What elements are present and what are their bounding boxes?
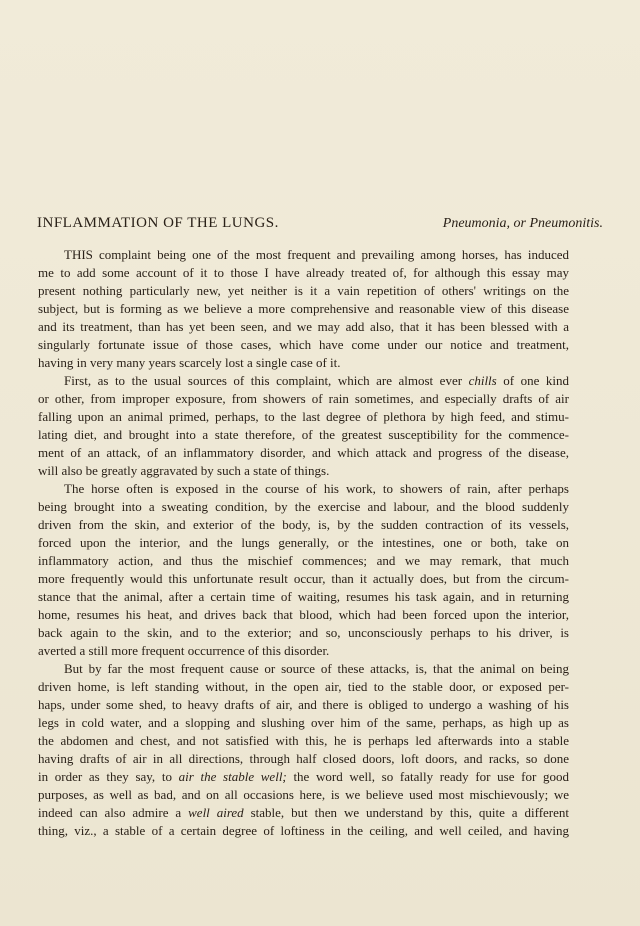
text-line: being brought into a sweating condition, by the exercise and labour, and the blood suddenly <box>38 499 569 514</box>
text-line: inflammatory action, and thus the mischief commences; and we may remark, that much <box>38 553 569 568</box>
text-line: singularly fortunate issue of those cases, which have come under our notice and treatment, <box>38 337 569 352</box>
text-line: driven home, is left standing without, in the open air, tied to the stable door, or exposed per- <box>38 679 569 694</box>
text-line: driven from the skin, and exterior of the body, is, by the sudden contraction of its vessels, <box>38 517 569 532</box>
italic-phrase: air the stable well; <box>178 769 287 784</box>
running-header <box>37 215 603 235</box>
text-line: back again to the skin, and to the exterior; and so, unconsciously perhaps to his driver, is <box>38 625 569 640</box>
italic-phrase: well aired <box>188 805 244 820</box>
text-line: and its treatment, than has yet been seen, and we may add also, that it has been blessed with a <box>38 319 569 334</box>
italic-phrase: chills <box>468 373 497 388</box>
paragraph <box>38 372 569 480</box>
text-line: ment of an attack, of an inflammatory disorder, and which attack and progress of the disease, <box>38 445 569 460</box>
text-line: The horse often is exposed in the course of his work, to showers of rain, after perhaps <box>64 481 569 496</box>
text-line: legs in cold water, and a slopping and slushing over him of the same, perhaps, as high up as <box>38 715 569 730</box>
paragraph <box>38 660 569 840</box>
text-line: forced upon the interior, and the lungs generally, or the intestines, one or both, take on <box>38 535 569 550</box>
text-line: falling upon an animal primed, perhaps, to the last degree of plethora by high feed, and stimu- <box>38 409 569 424</box>
paragraph <box>38 246 569 372</box>
section-title: INFLAMMATION OF THE LUNGS. <box>37 215 279 231</box>
paragraph <box>38 480 569 660</box>
body-text <box>38 246 569 840</box>
text-line: home, resumes his heat, and drives back that blood, which had been forced upon the interior, <box>38 607 569 622</box>
text-line: the abdomen and chest, and not satisfied with this, he is perhaps led afterwards into a stable <box>38 733 569 748</box>
text-line: thing, viz., a stable of a certain degree of loftiness in the ceiling, and well ceiled, and having <box>38 823 569 838</box>
text-line: in order as they say, to air the stable well; the word well, so fatally ready for use for good <box>38 769 569 784</box>
text-line: having drafts of air in all directions, through half closed doors, loft doors, and racks, so done <box>38 751 569 766</box>
text-line: will also be greatly aggravated by such a state of things. <box>38 463 330 478</box>
text-line: stance that the animal, after a certain time of waiting, resumes his task again, and in returning <box>38 589 569 604</box>
text-line: having in very many years scarcely lost a single case of it. <box>38 355 341 370</box>
text-line: present nothing particularly new, yet neither is it a vain repetition of others' writings on the <box>38 283 569 298</box>
text-line: or other, from improper exposure, from showers of rain sometimes, and especially drafts of air <box>38 391 569 406</box>
text-line: lating diet, and brought into a state therefore, of the greatest susceptibility for the commence- <box>38 427 569 442</box>
text-line: more frequently would this unfortunate result occur, than it actually does, but from the circum- <box>38 571 569 586</box>
section-subtitle: Pneumonia, or Pneumonitis. <box>442 216 603 231</box>
text-line: averted a still more frequent occurrence of this disorder. <box>38 643 330 658</box>
text-line: subject, but is forming as we believe a more comprehensive and reasonable view of this disease <box>38 301 569 316</box>
text-line: First, as to the usual sources of this complaint, which are almost ever chills of one kind <box>64 373 569 388</box>
text-line: indeed can also admire a well aired stable, but then we understand by this, quite a different <box>38 805 570 820</box>
text-line: purposes, as well as bad, and on all occasions here, is we believe used most mischievously; we <box>38 787 569 802</box>
text-line: THIS complaint being one of the most frequent and prevailing among horses, has induced <box>64 247 569 262</box>
text-line: haps, under some shed, to heavy drafts of air, and there is obliged to undergo a washing of his <box>38 697 569 712</box>
text-line: But by far the most frequent cause or source of these attacks, is, that the animal on being <box>64 661 569 676</box>
text-line: me to add some account of it to those I have already treated of, for although this essay may <box>38 265 569 280</box>
